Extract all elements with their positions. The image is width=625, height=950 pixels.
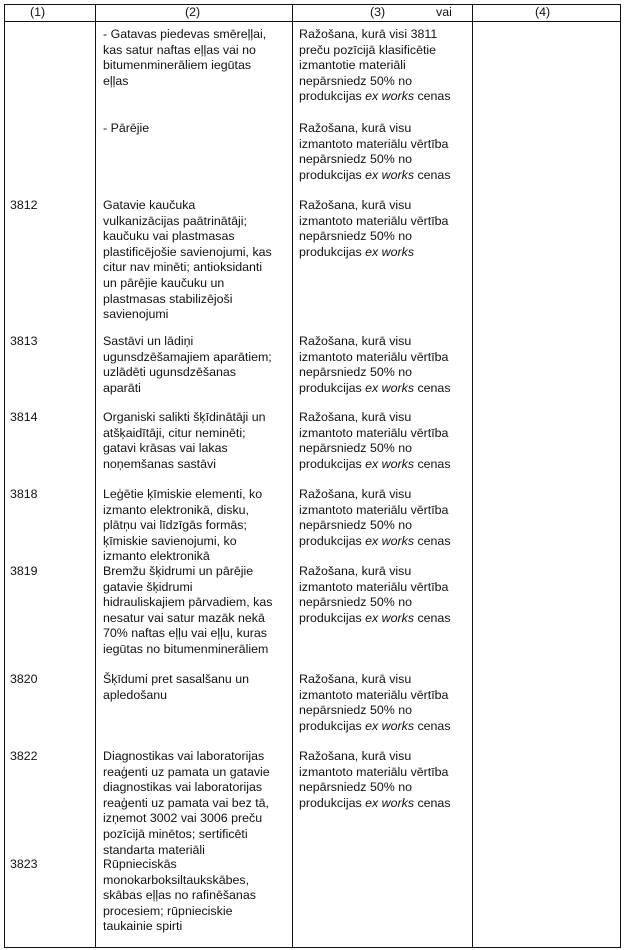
row-description: Bremžu šķidrumi un pārējie gatavie šķidrumi hidrauliskajiem pārvadiem, kas nesatur vai satur mazāk nekā 70% naftas eļļu vai eļļu, kuras iegūtas no bitumenminerāliem — [103, 564, 273, 656]
rule-tail: cenas — [414, 380, 451, 395]
rule-emphasis: ex works — [365, 89, 415, 104]
row-code: 3818 — [10, 487, 38, 501]
rule-text: Ražošana, kurā visu izmantoto materiālu vērtība nepārsniedz 50% no produkcijas — [299, 121, 449, 182]
rule-tail: cenas — [414, 533, 451, 548]
row-code: 3819 — [10, 564, 38, 578]
rule-emphasis: ex works — [365, 167, 415, 182]
rule-text: Ražošana, kurā visu izmantoto materiālu vērtība nepārsniedz 50% no produkcijas — [299, 672, 449, 733]
row-description: - Gatavas piedevas smēreļļai, kas satur naftas eļļas vai no bitumenminerāliem iegūtas eļļas — [103, 27, 267, 88]
row-rule — [299, 410, 451, 472]
row-rule — [299, 487, 451, 549]
row-rule — [299, 749, 451, 811]
header-col-1: (1) — [30, 5, 46, 19]
row-rule — [299, 564, 451, 626]
row-description: Rūpnieciskās monokarboksiltaukskābes, skābas eļļas no rafinēšanas procesiem; rūpnieciskie taukainie spirti — [103, 857, 256, 934]
rule-emphasis: ex works — [365, 380, 415, 395]
row-description: Leģētie ķīmiskie elementi, ko izmanto elektronikā, disku, plātņu vai līdzīgās formās; ķīmiskie savienojumi, ko izmanto elektronikā — [103, 487, 263, 564]
rule-text: Ražošana, kurā visu izmantoto materiālu vērtība nepārsniedz 50% no produkcijas — [299, 198, 449, 259]
row-code: 3814 — [10, 410, 38, 424]
rule-text: Ražošana, kurā visi 3811 preču pozīcijā klasificētie izmantotie materiāli nepārsniedz 50% no produkcijas — [299, 27, 438, 104]
rule-emphasis: ex works — [365, 244, 415, 259]
row-rule — [299, 334, 451, 396]
row-code: 3812 — [10, 198, 38, 212]
row-code: 3820 — [10, 672, 38, 686]
rule-tail: cenas — [414, 167, 451, 182]
row-description: Šķīdumi pret sasalšanu un apledošanu — [103, 672, 250, 702]
row-rule — [299, 672, 451, 734]
rule-emphasis: ex works — [365, 533, 415, 548]
row-code: 3822 — [10, 749, 38, 763]
column-divider-1 — [95, 4, 96, 948]
rule-emphasis: ex works — [365, 718, 415, 733]
rule-text: Ražošana, kurā visu izmantoto materiālu vērtība nepārsniedz 50% no produkcijas — [299, 410, 449, 471]
row-description: Gatavie kaučuka vulkanizācijas paātrinātāji; kaučuku vai plastmasas plastificējošie savienojumi, kas citur nav minēti; antioksidanti un pārējie kaučuku un plastmasas stabilizējoši savienojumi — [103, 198, 272, 322]
rule-tail: cenas — [414, 456, 451, 471]
row-rule — [299, 198, 448, 260]
header-col-2: (2) — [185, 5, 201, 19]
row-description: - Pārējie — [103, 121, 150, 135]
column-divider-2 — [292, 4, 293, 948]
row-rule — [299, 121, 451, 183]
rule-tail: cenas — [414, 795, 451, 810]
row-description: Organiski salikti šķīdinātāji un atšķaidītāji, citur neminēti; gatavi krāsas vai lakas noņemšanas sastāvi — [103, 410, 266, 471]
row-code: 3823 — [10, 857, 38, 871]
header-col-3: (3) — [370, 5, 386, 19]
rule-text: Ražošana, kurā visu izmantoto materiālu vērtība nepārsniedz 50% no produkcijas — [299, 749, 449, 810]
rule-tail: cenas — [414, 610, 451, 625]
rule-text: Ražošana, kurā visu izmantoto materiālu vērtība nepārsniedz 50% no produkcijas — [299, 334, 449, 395]
rule-emphasis: ex works — [365, 610, 415, 625]
header-vai: vai — [436, 5, 452, 19]
rule-tail: cenas — [414, 718, 451, 733]
row-description: Sastāvi un lādiņi ugunsdzēšamajiem aparātiem; uzlādēti ugunsdzēšanas aparāti — [103, 334, 272, 395]
rule-emphasis: ex works — [365, 456, 415, 471]
column-divider-3 — [472, 4, 473, 948]
row-description: Diagnostikas vai laboratorijas reaģenti uz pamata un gatavie diagnostikas vai laboratorijas reaģenti uz pamata vai bez tā, izņemot 3002 vai 3006 preču pozīcijā minētos; sertificēti standarta materiāli — [103, 749, 270, 857]
row-code: 3813 — [10, 334, 38, 348]
header-col-4: (4) — [535, 5, 551, 19]
row-rule — [299, 27, 451, 105]
rule-emphasis: ex works — [365, 795, 415, 810]
rule-tail: cenas — [414, 89, 451, 104]
rule-text: Ražošana, kurā visu izmantoto materiālu vērtība nepārsniedz 50% no produkcijas — [299, 564, 449, 625]
header-divider — [4, 21, 621, 22]
rule-text: Ražošana, kurā visu izmantoto materiālu vērtība nepārsniedz 50% no produkcijas — [299, 487, 449, 548]
